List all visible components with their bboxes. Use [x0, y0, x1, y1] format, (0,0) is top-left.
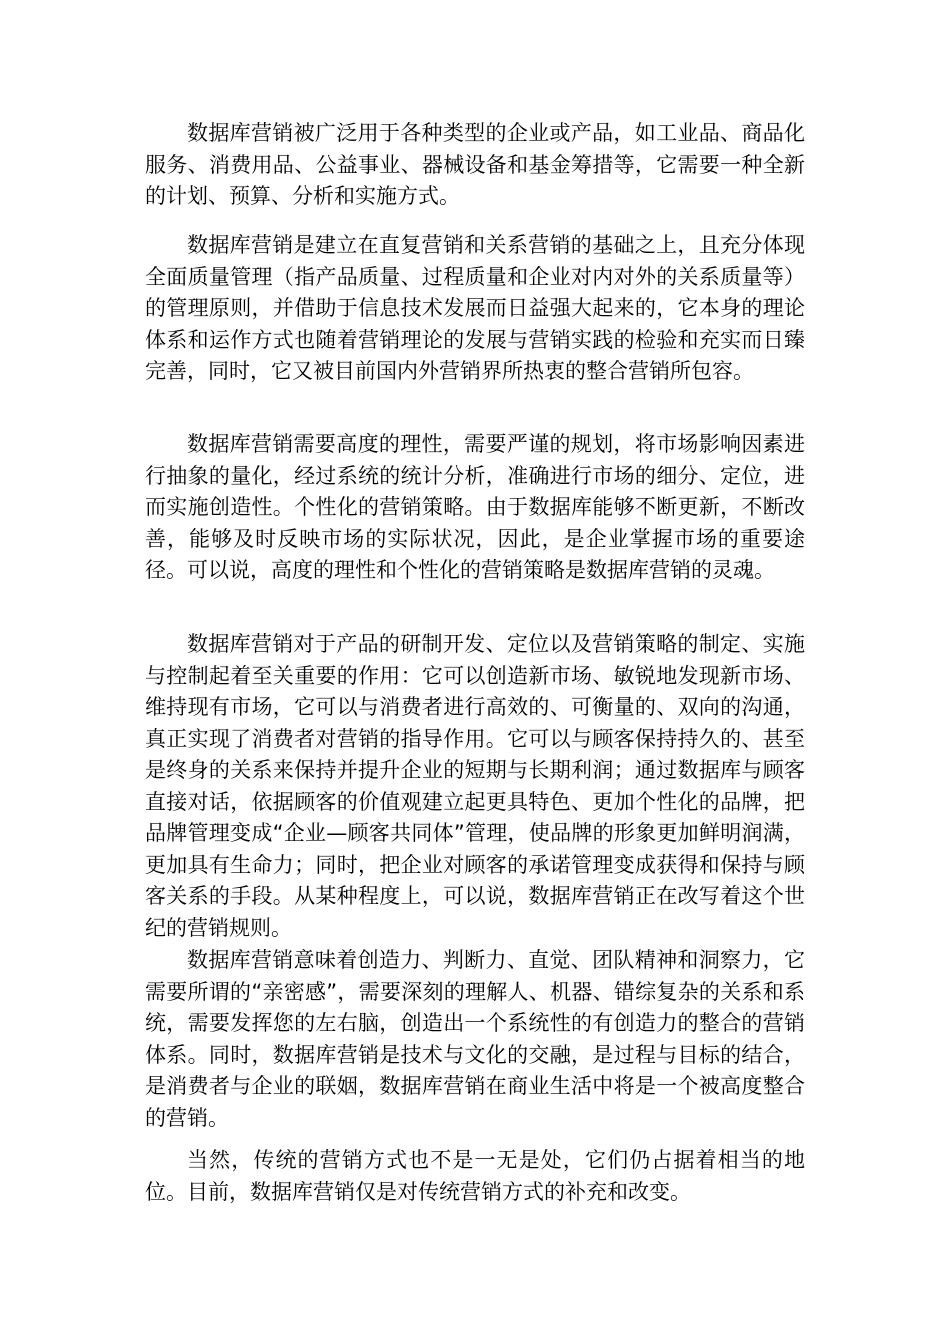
paragraph-3: 数据库营销需要高度的理性，需要严谨的规划，将市场影响因素进行抽象的量化，经过系统的统计分析，准确进行市场的细分、定位，进而实施创造性。个性化的营销策略。由于数据库能够不断更新，不断改善，能够及时反映市场的实际状况，因此，是企业掌握市场的重要途径。可以说，高度的理性和个性化的营销策略是数据库营销的灵魂。 [145, 432, 805, 582]
paragraph-1: 数据库营销被广泛用于各种类型的企业或产品，如工业品、商品化服务、消费用品、公益事业、器械设备和基金筹措等，它需要一种全新的计划、预算、分析和实施方式。 [145, 121, 805, 208]
paragraph-4: 数据库营销对于产品的研制开发、定位以及营销策略的制定、实施与控制起着至关重要的作用：它可以创造新市场、敏锐地发现新市场、维持现有市场，它可以与消费者进行高效的、可衡量的、双向的沟通，真正实现了消费者对营销的指导作用。它可以与顾客保持持久的、甚至是终身的关系来保持并提升企业的短期与长期利润；通过数据库与顾客直接对话，依据顾客的价值观建立起更具特色、更加个性化的品牌，把品牌管理变成“企业—顾客共同体”管理，使品牌的形象更加鲜明润满，更加具有生命力；同时，把企业对顾客的承诺管理变成获得和保持与顾客关系的手段。从某种程度上，可以说，数据库营销正在改写着这个世纪的营销规则。 [145, 632, 805, 940]
paragraph-2: 数据库营销是建立在直复营销和关系营销的基础之上，且充分体现全面质量管理（指产品质量、过程质量和企业对内对外的关系质量等）的管理原则，并借助于信息技术发展而日益强大起来的，它本身的理论体系和运作方式也随着营销理论的发展与营销实践的检验和充实而日臻完善，同时，它又被目前国内外营销界所热衷的整合营销所包容。 [145, 233, 805, 383]
paragraph-6: 当然，传统的营销方式也不是一无是处，它们仍占据着相当的地位。目前，数据库营销仅是对传统营销方式的补充和改变。 [145, 1148, 805, 1204]
paragraph-5: 数据库营销意味着创造力、判断力、直觉、团队精神和洞察力，它需要所谓的“亲密感”，需要深刻的理解人、机器、错综复杂的关系和系统，需要发挥您的左右脑，创造出一个系统性的有创造力的整合的营销体系。同时，数据库营销是技术与文化的交融，是过程与目标的结合，是消费者与企业的联姻，数据库营销在商业生活中将是一个被高度整合的营销。 [145, 948, 805, 1130]
